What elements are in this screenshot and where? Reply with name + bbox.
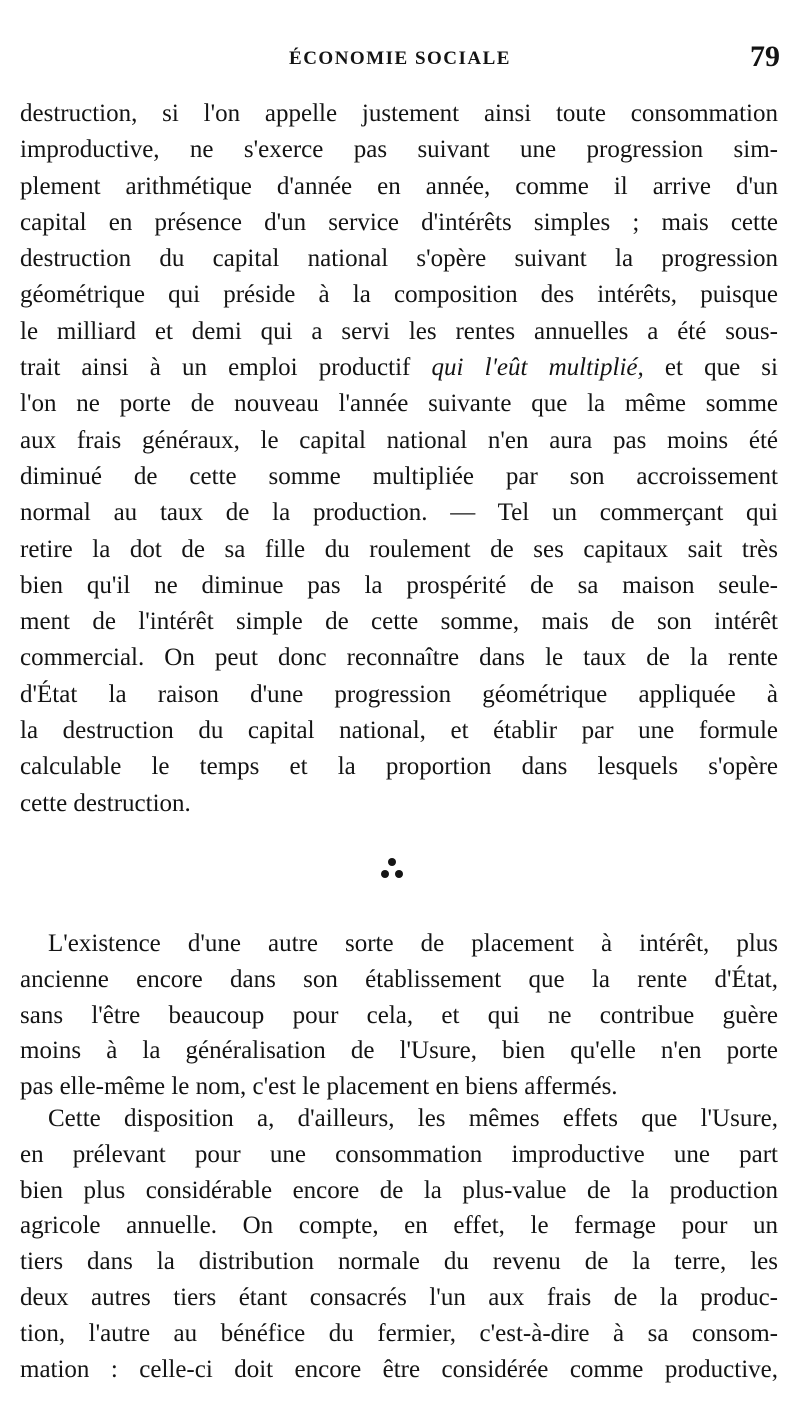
text-line: la destruction du capital national, et établir par une formule (20, 717, 778, 745)
text-segment: trait ainsi à un emploi productif (20, 354, 411, 382)
paragraph-1 (20, 96, 778, 822)
text-line: commercial. On peut donc reconnaître dans le taux de la rente (20, 644, 778, 672)
text-line: plement arithmétique d'année en année, comme il arrive d'un (20, 172, 778, 200)
page-header (0, 40, 800, 80)
text-line: mation : celle-ci doit encore être considérée comme productive, (20, 1355, 778, 1383)
text-segment: et que si (643, 354, 778, 382)
text-line: destruction du capital national s'opère suivant la progression (20, 245, 778, 273)
text-line: improductive, ne s'exerce pas suivant une progression sim- (20, 136, 778, 164)
text-line: agricole annuelle. On compte, en effet, le fermage pour un (20, 1212, 778, 1240)
text-line: aux frais généraux, le capital national n'en aura pas moins été (20, 426, 778, 454)
text-line: capital en présence d'un service d'intérêts simples ; mais cette (20, 208, 778, 236)
text-line: deux autres tiers étant consacrés l'un aux frais de la produc- (20, 1283, 778, 1311)
paragraph-2 (20, 926, 778, 1105)
text-line: pas elle-même le nom, c'est le placement en biens affermés. (20, 1073, 618, 1101)
text-line: sans l'être beaucoup pour cela, et qui ne contribue guère (20, 1001, 778, 1029)
paragraph-3 (20, 1101, 778, 1387)
text-line: normal au taux de la production. — Tel un commerçant qui (20, 499, 778, 527)
asterism-ornament-icon (372, 852, 412, 892)
text-line: d'État la raison d'une progression géométrique appliquée à (20, 680, 778, 708)
text-line: destruction, si l'on appelle justement ainsi toute consommation (20, 100, 778, 127)
text-line: ment de l'intérêt simple de cette somme, mais de son intérêt (20, 608, 778, 636)
text-line: tion, l'autre au bénéfice du fermier, c'est-à-dire à sa consom- (20, 1319, 778, 1347)
italic-phrase: qui l'eût multiplié, (431, 354, 644, 382)
text-line: l'on ne porte de nouveau l'année suivante que la même somme (20, 390, 778, 418)
page-number: 79 (750, 40, 780, 73)
text-line: bien qu'il ne diminue pas la prospérité de sa maison seule- (20, 571, 778, 599)
text-line: bien plus considérable encore de la plus-value de la production (20, 1176, 778, 1204)
text-line: tiers dans la distribution normale du revenu de la terre, les (20, 1248, 778, 1276)
text-line: ancienne encore dans son établissement que la rente d'État, (20, 965, 778, 993)
running-title: ÉCONOMIE SOCIALE (289, 48, 511, 69)
text-line: Cette disposition a, d'ailleurs, les mêmes effets que l'Usure, (48, 1105, 778, 1132)
text-line: géométrique qui préside à la composition des intérêts, puisque (20, 281, 778, 309)
text-line: retire la dot de sa fille du roulement de ses capitaux sait très (20, 535, 778, 563)
text-line: le milliard et demi qui a servi les rentes annuelles a été sous- (20, 317, 778, 345)
text-line: moins à la généralisation de l'Usure, bien qu'elle n'en porte (20, 1037, 778, 1065)
text-line: calculable le temps et la proportion dans lesquels s'opère (20, 753, 778, 781)
text-line: L'existence d'une autre sorte de placement à intérêt, plus (48, 930, 778, 957)
text-line: cette destruction. (20, 789, 191, 817)
text-line: en prélevant pour une consommation improductive une part (20, 1140, 778, 1168)
text-line: diminué de cette somme multipliée par son accroissement (20, 462, 778, 490)
text-line-with-italic (20, 350, 778, 386)
